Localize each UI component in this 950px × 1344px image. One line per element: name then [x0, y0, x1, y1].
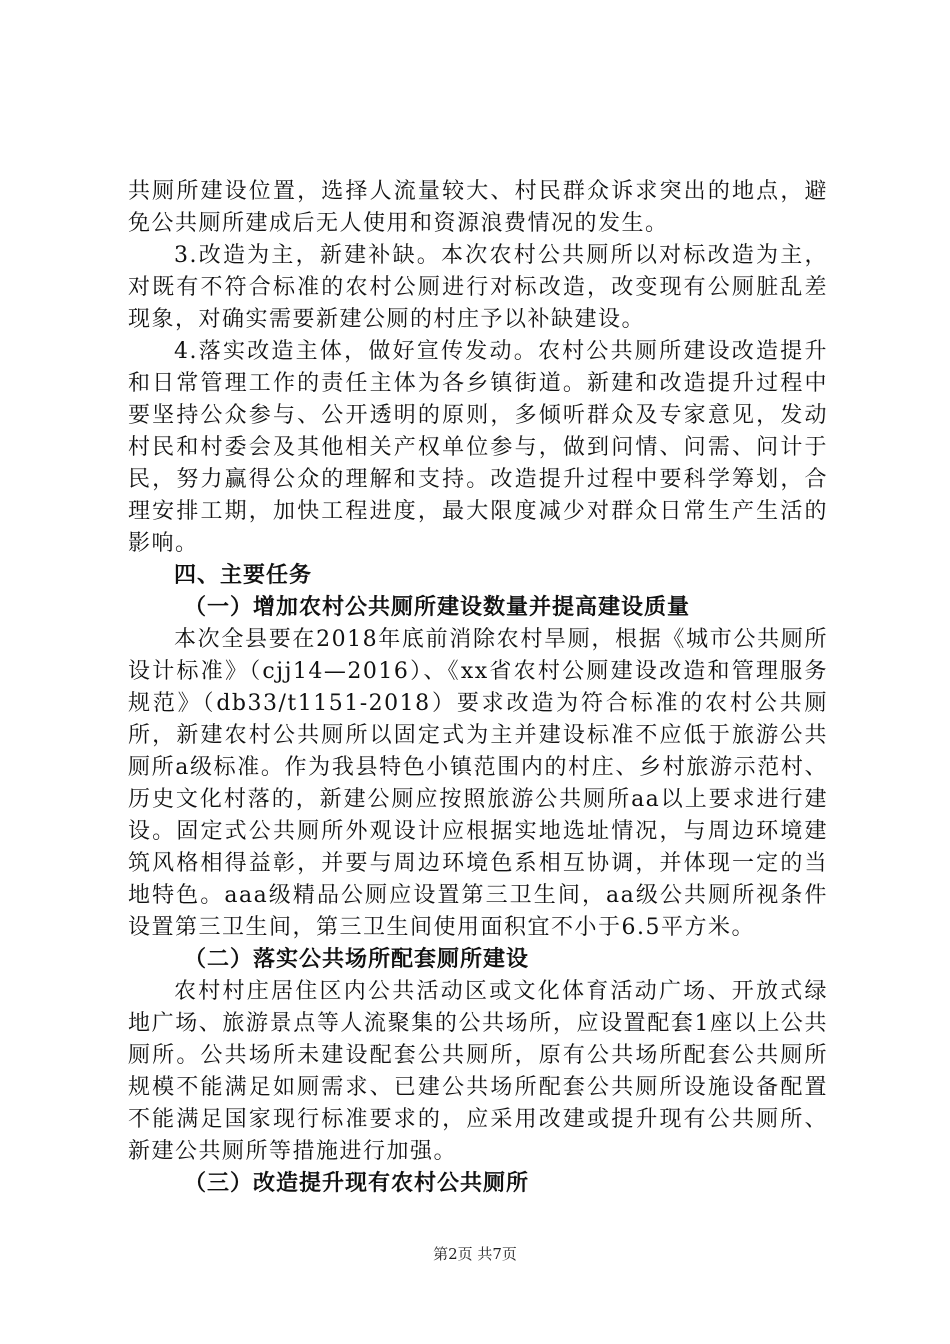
section-heading-main-tasks: 四、主要任务	[174, 563, 313, 588]
document-body	[128, 176, 828, 1200]
subheading-2: （二）落实公共场所配套厕所建设	[184, 947, 530, 972]
page-number-footer: 第2页 共7页	[433, 1245, 517, 1263]
subheading-3: （三）改造提升现有农村公共厕所	[184, 1171, 530, 1196]
paragraph-item-4: 4.落实改造主体，做好宣传发动。农村公共厕所建设改造提升和日常管理工作的责任主体为各乡镇街道。新建和改造提升过程中要坚持公众参与、公开透明的原则，多倾听群众及专家意见，发动村民和村委会及其他相关产权单位参与，做到问情、问需、问计于民，努力赢得公众的理解和支持。改造提升过程中要科学筹划，合理安排工期，加快工程进度，最大限度减少对群众日常生产生活的影响。	[128, 339, 828, 556]
paragraph-item-3: 3.改造为主，新建补缺。本次农村公共厕所以对标改造为主，对既有不符合标准的农村公厕进行对标改造，改变现有公厕脏乱差现象，对确实需要新建公厕的村庄予以补缺建设。	[128, 243, 828, 332]
subheading-1: （一）增加农村公共厕所建设数量并提高建设质量	[184, 595, 691, 620]
paragraph-continuation: 共厕所建设位置，选择人流量较大、村民群众诉求突出的地点，避免公共厕所建成后无人使用和资源浪费情况的发生。	[128, 179, 828, 236]
paragraph-task-1: 本次全县要在2018年底前消除农村旱厕，根据《城市公共厕所设计标准》（cjj14—2016）、《xx省农村公厕建设改造和管理服务规范》（db33/t1151-2018）要求改造为符合标准的农村公共厕所，新建农村公共厕所以固定式为主并建设标准不应低于旅游公共厕所a级标准。作为我县特色小镇范围内的村庄、乡村旅游示范村、历史文化村落的，新建公厕应按照旅游公共厕所aa以上要求进行建设。固定式公共厕所外观设计应根据实地选址情况，与周边环境建筑风格相得益彰，并要与周边环境色系相互协调，并体现一定的当地特色。aaa级精品公厕应设置第三卫生间，aa级公共厕所视条件设置第三卫生间，第三卫生间使用面积宜不小于6.5平方米。	[128, 627, 828, 940]
paragraph-task-2: 农村村庄居住区内公共活动区或文化体育活动广场、开放式绿地广场、旅游景点等人流聚集的公共场所，应设置配套1座以上公共厕所。公共场所未建设配套公共厕所，原有公共场所配套公共厕所规模不能满足如厕需求、已建公共场所配套公共厕所设施设备配置不能满足国家现行标准要求的，应采用改建或提升现有公共厕所、新建公共厕所等措施进行加强。	[128, 979, 828, 1164]
